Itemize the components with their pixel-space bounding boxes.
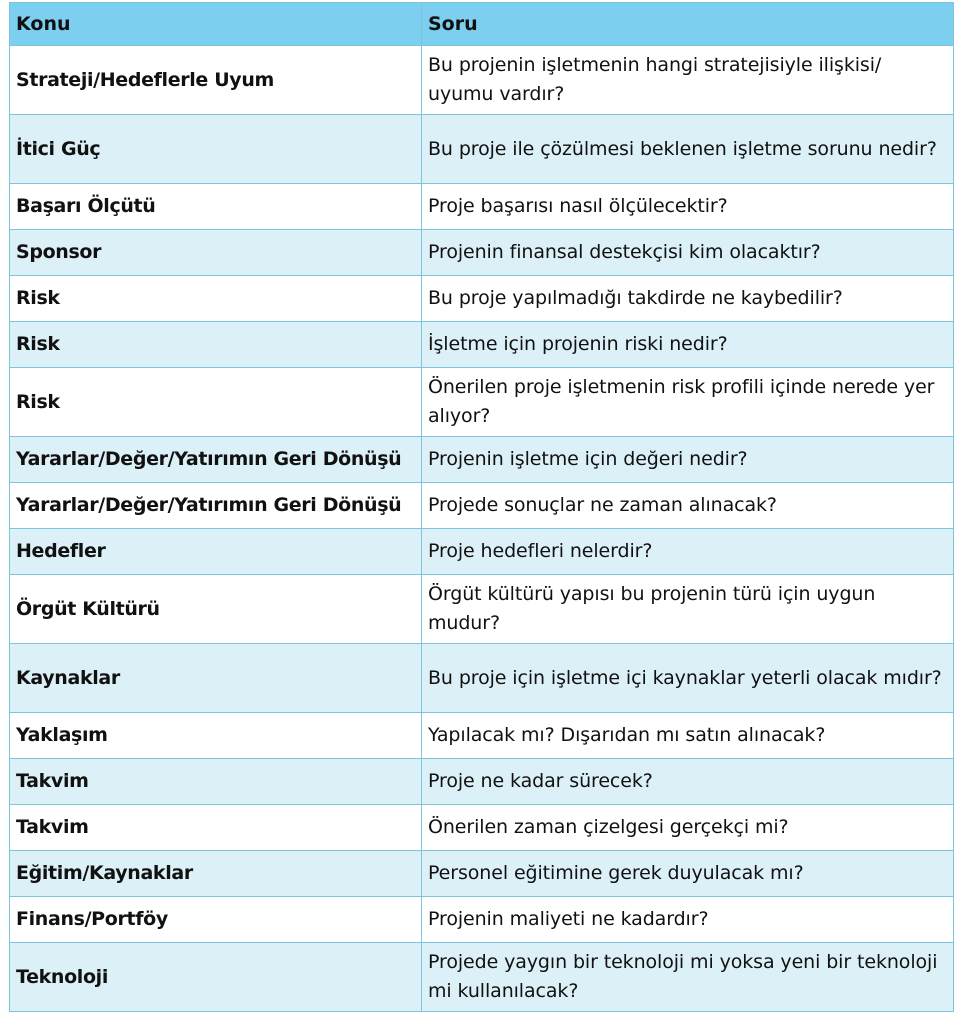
question-cell: İşletme için projenin riski nedir? xyxy=(422,322,954,368)
question-cell: Bu projenin işletmenin hangi stratejisiyle ilişkisi/ uyumu vardır? xyxy=(422,46,954,115)
table-row xyxy=(10,943,954,1012)
topic-cell: Eğitim/Kaynaklar xyxy=(10,851,422,897)
table-row xyxy=(10,759,954,805)
table-row xyxy=(10,276,954,322)
project-questions-table-container xyxy=(9,2,953,1012)
header-topic: Konu xyxy=(10,3,422,46)
table-row xyxy=(10,713,954,759)
question-cell: Personel eğitimine gerek duyulacak mı? xyxy=(422,851,954,897)
question-cell: Projenin finansal destekçisi kim olacaktır? xyxy=(422,230,954,276)
topic-cell: Finans/Portföy xyxy=(10,897,422,943)
project-questions-table xyxy=(9,2,954,1012)
header-question: Soru xyxy=(422,3,954,46)
question-cell: Yapılacak mı? Dışarıdan mı satın alınacak? xyxy=(422,713,954,759)
topic-cell: Yaklaşım xyxy=(10,713,422,759)
table-row xyxy=(10,230,954,276)
topic-cell: Yararlar/Değer/Yatırımın Geri Dönüşü xyxy=(10,437,422,483)
topic-cell: Risk xyxy=(10,368,422,437)
topic-cell: Risk xyxy=(10,276,422,322)
question-cell: Bu proje ile çözülmesi beklenen işletme sorunu nedir? xyxy=(422,115,954,184)
topic-cell: Sponsor xyxy=(10,230,422,276)
table-row xyxy=(10,897,954,943)
question-cell: Bu proje için işletme içi kaynaklar yeterli olacak mıdır? xyxy=(422,644,954,713)
table-row xyxy=(10,46,954,115)
topic-cell: Risk xyxy=(10,322,422,368)
table-row xyxy=(10,115,954,184)
topic-cell: Örgüt Kültürü xyxy=(10,575,422,644)
topic-cell: Teknoloji xyxy=(10,943,422,1012)
topic-cell: İtici Güç xyxy=(10,115,422,184)
question-cell: Projede yaygın bir teknoloji mi yoksa yeni bir teknoloji mi kullanılacak? xyxy=(422,943,954,1012)
question-cell: Projenin maliyeti ne kadardır? xyxy=(422,897,954,943)
table-row xyxy=(10,529,954,575)
topic-cell: Takvim xyxy=(10,805,422,851)
question-cell: Önerilen proje işletmenin risk profili içinde nerede yer alıyor? xyxy=(422,368,954,437)
topic-cell: Yararlar/Değer/Yatırımın Geri Dönüşü xyxy=(10,483,422,529)
table-row xyxy=(10,437,954,483)
topic-cell: Hedefler xyxy=(10,529,422,575)
question-cell: Bu proje yapılmadığı takdirde ne kaybedilir? xyxy=(422,276,954,322)
table-row xyxy=(10,851,954,897)
topic-cell: Başarı Ölçütü xyxy=(10,184,422,230)
question-cell: Proje ne kadar sürecek? xyxy=(422,759,954,805)
question-cell: Örgüt kültürü yapısı bu projenin türü için uygun mudur? xyxy=(422,575,954,644)
table-header-row xyxy=(10,3,954,46)
topic-cell: Strateji/Hedeflerle Uyum xyxy=(10,46,422,115)
question-cell: Projenin işletme için değeri nedir? xyxy=(422,437,954,483)
table-row xyxy=(10,368,954,437)
table-row xyxy=(10,805,954,851)
question-cell: Proje hedefleri nelerdir? xyxy=(422,529,954,575)
topic-cell: Takvim xyxy=(10,759,422,805)
table-row xyxy=(10,483,954,529)
table-row xyxy=(10,184,954,230)
table-row xyxy=(10,575,954,644)
topic-cell: Kaynaklar xyxy=(10,644,422,713)
question-cell: Projede sonuçlar ne zaman alınacak? xyxy=(422,483,954,529)
table-row xyxy=(10,644,954,713)
table-row xyxy=(10,322,954,368)
question-cell: Önerilen zaman çizelgesi gerçekçi mi? xyxy=(422,805,954,851)
question-cell: Proje başarısı nasıl ölçülecektir? xyxy=(422,184,954,230)
